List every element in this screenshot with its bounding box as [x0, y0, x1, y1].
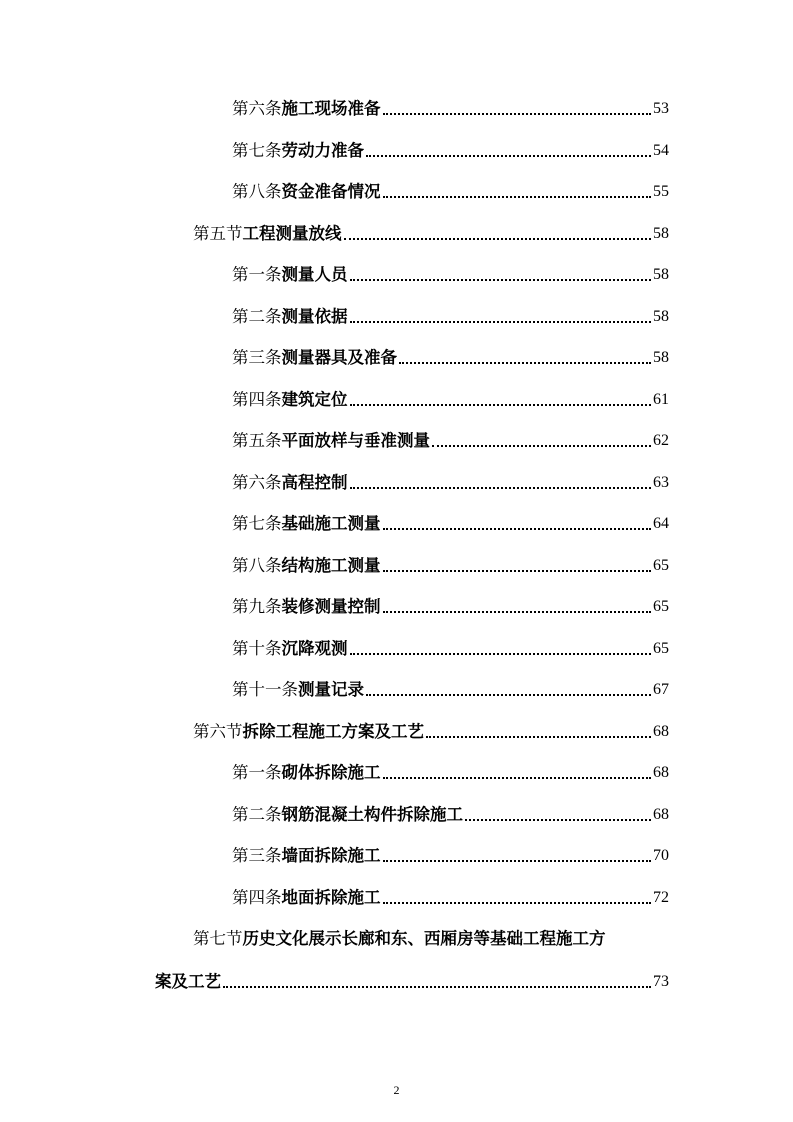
toc-entry-title: 基础施工测量	[281, 514, 381, 533]
toc-entry-title: 墙面拆除施工	[281, 846, 381, 865]
toc-section-entry-line1[interactable]	[193, 929, 669, 949]
toc-section-entry-line2[interactable]	[155, 972, 669, 992]
toc-entry-number: 第十条	[232, 639, 282, 658]
dot-leader	[350, 279, 652, 281]
toc-entry-page: 58	[653, 349, 669, 366]
dot-leader	[383, 113, 652, 115]
dot-leader	[383, 570, 652, 572]
toc-entry-number: 第七条	[232, 514, 282, 533]
toc-entry-title: 地面拆除施工	[281, 888, 381, 907]
toc-entry[interactable]	[232, 473, 669, 493]
toc-entry-title: 高程控制	[281, 473, 348, 492]
toc-entry-title: 沉降观测	[281, 639, 348, 658]
toc-entry-page: 67	[653, 681, 669, 698]
toc-entry-title: 测量依据	[281, 307, 348, 326]
toc-entry-title: 装修测量控制	[281, 597, 381, 616]
toc-entry-page: 73	[653, 973, 669, 990]
toc-entry[interactable]	[232, 307, 669, 327]
toc-entry-number: 第四条	[232, 888, 282, 907]
toc-entry[interactable]	[232, 597, 669, 617]
toc-entry-page: 72	[653, 889, 669, 906]
toc-entry[interactable]	[232, 763, 669, 783]
page-number: 2	[393, 1083, 400, 1097]
toc-entry-page: 68	[653, 723, 669, 740]
dot-leader	[432, 445, 651, 447]
toc-entry-page: 63	[653, 474, 669, 491]
toc-entry-page: 58	[653, 308, 669, 325]
toc-entry-title: 历史文化展示长廊和东、西厢房等基础工程施工方	[242, 929, 606, 948]
dot-leader	[383, 196, 652, 198]
toc-entry-title: 结构施工测量	[281, 556, 381, 575]
dot-leader	[465, 819, 651, 821]
toc-entry-number: 第五节	[193, 224, 243, 243]
dot-leader	[223, 986, 651, 988]
toc-entry-title-continued: 案及工艺	[155, 972, 221, 991]
toc-entry-title: 劳动力准备	[281, 141, 364, 160]
toc-entry-title: 平面放样与垂准测量	[281, 431, 430, 450]
toc-entry[interactable]	[232, 846, 669, 866]
toc-entry[interactable]	[232, 431, 669, 451]
toc-entry-title: 砌体拆除施工	[281, 763, 381, 782]
toc-entry-page: 61	[653, 391, 669, 408]
dot-leader	[383, 777, 652, 779]
toc-entry[interactable]	[232, 265, 669, 285]
toc-entry[interactable]	[232, 182, 669, 202]
toc-entry-number: 第十一条	[232, 680, 298, 699]
toc-entry-page: 55	[653, 183, 669, 200]
toc-entry[interactable]	[232, 680, 669, 700]
toc-entry[interactable]	[232, 99, 669, 119]
toc-entry-number: 第三条	[232, 846, 282, 865]
toc-entry-number: 第三条	[232, 348, 282, 367]
toc-entry-page: 68	[653, 806, 669, 823]
toc-entry-title: 工程测量放线	[242, 224, 342, 243]
toc-entry-title: 钢筋混凝土构件拆除施工	[281, 805, 463, 824]
dot-leader	[383, 902, 652, 904]
toc-entry-page: 68	[653, 764, 669, 781]
dot-leader	[344, 238, 652, 240]
dot-leader	[350, 487, 652, 489]
dot-leader	[383, 611, 652, 613]
toc-entry-number: 第八条	[232, 182, 282, 201]
toc-entry-title: 施工现场准备	[281, 99, 381, 118]
toc-entry-number: 第九条	[232, 597, 282, 616]
toc-entry-page: 62	[653, 432, 669, 449]
toc-entry-title: 建筑定位	[281, 390, 348, 409]
toc-entry-number: 第七条	[232, 141, 282, 160]
dot-leader	[399, 362, 651, 364]
dot-leader	[383, 860, 652, 862]
toc-entry[interactable]	[232, 390, 669, 410]
dot-leader	[350, 404, 652, 406]
dot-leader	[426, 736, 651, 738]
toc-entry-title: 资金准备情况	[281, 182, 381, 201]
dot-leader	[366, 155, 651, 157]
toc-section-entry[interactable]	[193, 722, 669, 742]
toc-entry-number: 第一条	[232, 763, 282, 782]
dot-leader	[383, 528, 652, 530]
toc-entry[interactable]	[232, 888, 669, 908]
toc-entry-title: 测量记录	[298, 680, 364, 699]
toc-entry-page: 58	[653, 225, 669, 242]
toc-entry[interactable]	[232, 805, 669, 825]
toc-entry[interactable]	[232, 348, 669, 368]
toc-entry[interactable]	[232, 639, 669, 659]
dot-leader	[350, 653, 652, 655]
toc-entry-title: 拆除工程施工方案及工艺	[242, 722, 424, 741]
toc-entry-number: 第七节	[193, 929, 243, 948]
toc-entry-title: 测量人员	[281, 265, 348, 284]
toc-entry[interactable]	[232, 514, 669, 534]
toc-entry-number: 第一条	[232, 265, 282, 284]
toc-entry-page: 65	[653, 640, 669, 657]
toc-entry-number: 第六条	[232, 473, 282, 492]
dot-leader	[350, 321, 652, 323]
toc-entry-title: 测量器具及准备	[281, 348, 397, 367]
toc-entry-number: 第六条	[232, 99, 282, 118]
toc-entry-page: 64	[653, 515, 669, 532]
toc-entry-page: 54	[653, 142, 669, 159]
toc-entry-page: 65	[653, 598, 669, 615]
toc-entry-number: 第六节	[193, 722, 243, 741]
toc-entry[interactable]	[232, 556, 669, 576]
toc-entry-number: 第五条	[232, 431, 282, 450]
toc-entry-page: 58	[653, 266, 669, 283]
toc-entry-page: 53	[653, 100, 669, 117]
toc-entry-number: 第二条	[232, 307, 282, 326]
toc-section-entry[interactable]	[193, 224, 669, 244]
toc-entry-page: 65	[653, 557, 669, 574]
toc-entry-number: 第八条	[232, 556, 282, 575]
dot-leader	[366, 694, 651, 696]
toc-entry-number: 第四条	[232, 390, 282, 409]
toc-entry-page: 70	[653, 847, 669, 864]
toc-entry[interactable]	[232, 141, 669, 161]
toc-entry-number: 第二条	[232, 805, 282, 824]
